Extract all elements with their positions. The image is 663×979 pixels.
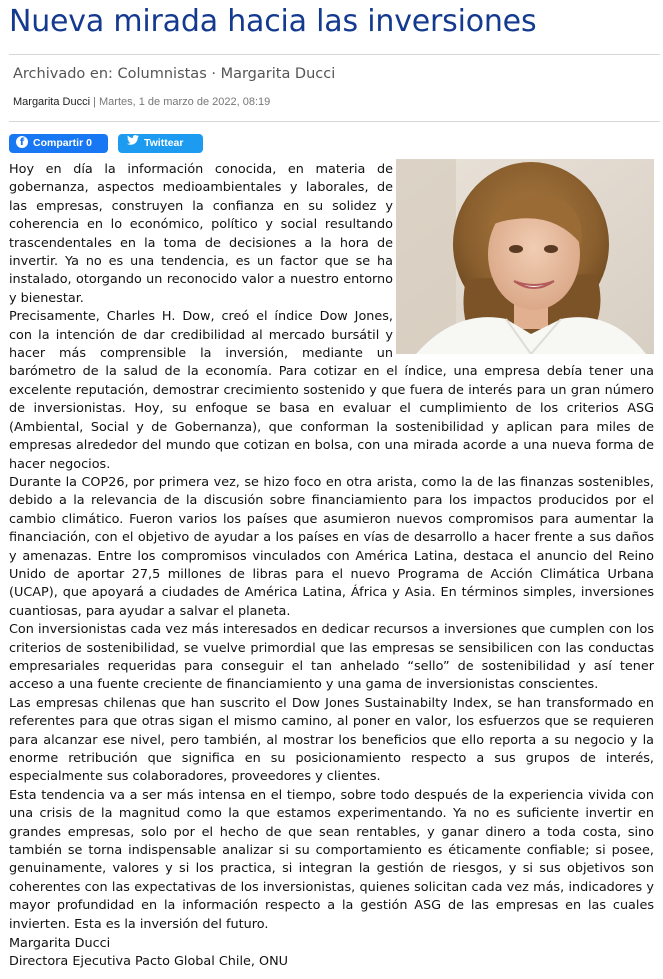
facebook-share-button[interactable]: [9, 134, 108, 153]
photo-space: [393, 161, 654, 361]
byline-date: Martes, 1 de marzo de 2022, 08:19: [99, 96, 271, 108]
signature: [9, 935, 288, 972]
article-title: Nueva mirada hacia las inversiones: [9, 4, 537, 39]
article-paragraph: Esta tendencia va a ser más intensa en el tiempo, sobre todo después de la experiencia vivida con una crisis de la magnitud como la que estamos experimentando. Ya no es suficiente invertir en grandes empresas, solo por el hecho de que sean rentables, y ganar dinero a toda costa, sino también se torna indispensable analizar si su comportamiento es éticamente confiable; si posee, genuinamente, valores y si los practica, si integran la gestión de riesgos, y si sus objetivos son coherentes con las expectativas de los inversionistas, quienes solicitan cada vez más, indicadores y mayor profundidad en la información respecto a la gestión ASG de las empresas en las cuales invierten. Esta es la inversión del futuro.: [9, 787, 654, 932]
article-paragraph: Durante la COP26, por primera vez, se hizo foco en otra arista, como la de las finanzas sostenibles, debido a la relevancia de la discusión sobre financiamiento para los impactos producidos por el cambio climático. Fueron varios los países que asumieron nuevos compromisos para aumentar la financiación, con el objetivo de ayudar a los países en vías de desarrollo a hacer frente a sus daños y amenazas. Entre los compromisos vinculados con América Latina, destaca el anuncio del Reino Unido de aportar 27,5 millones de libras para el nuevo Programa de Acción Climática Urbana (UCAP), que apoyará a ciudades de América Latina, África y Asia. En términos simples, inversiones cuantiosas, para ayudar a salvar el planeta.: [9, 474, 654, 619]
byline-author[interactable]: Margarita Ducci: [13, 96, 91, 108]
signature-role: Directora Ejecutiva Pacto Global Chile, ONU: [9, 954, 289, 970]
facebook-share-count: 0: [86, 137, 92, 149]
archived-in: Archivado en: Columnistas · Margarita Ducci: [13, 66, 336, 82]
byline-divider: [9, 121, 660, 122]
byline: [13, 95, 270, 109]
facebook-icon: f: [16, 136, 28, 148]
signature-name: Margarita Ducci: [9, 936, 111, 951]
title-divider: [9, 54, 660, 55]
article-paragraph: Hoy en día la información conocida, en materia de gobernanza, aspectos medioambientales y laborales, de las empresas, construyen la confianza en su solidez y coherencia en lo económico, político y social resultando trascendentales en la toma de decisiones a la hora de invertir. Ya no es una tendencia, es un factor que se ha instalado, otorgando un reconocido valor a nuestro entorno y bienestar.: [9, 162, 393, 306]
article-paragraph: Las empresas chilenas que han suscrito el Dow Jones Sustainabilty Index, se han transformado en referentes para que otras sigan el mismo camino, al poner en valor, los esfuerzos que se requieren para alcanzar ese nivel, pero también, al mostrar los beneficios que ello reporta a su negocio y la enorme retribución que significa en su posicionamiento respecto a sus grupos de interés, especialmente sus colaboradores, proveedores y clientes.: [9, 695, 654, 785]
facebook-share-label: Compartir: [33, 137, 84, 149]
article-body: [9, 161, 654, 934]
article-paragraph: Con inversionistas cada vez más interesados en dedicar recursos a inversiones que cumplen con los criterios de sostenibilidad, se vuelve primordial que las empresas se sensibilicen con las conductas empresariales requeridas para conseguir el tan anhelado “sello” de sostenibilidad y así tener acceso a una fuente creciente de financiamiento y una gama de inversionistas conscientes.: [9, 622, 654, 693]
twitter-share-button[interactable]: [118, 134, 203, 153]
twitter-icon: [127, 133, 139, 152]
twitter-share-label: Twittear: [144, 137, 184, 149]
byline-separator: |: [90, 96, 100, 108]
article-paragraph: Precisamente, Charles H. Dow, creó el índice Dow Jones, con la intención de dar credibilidad al mercado bursátil y hacer más comprensible la inversión, mediante un barómetro de la salud de la economía. Para cotizar en el índice, una empresa debía tener una excelente reputación, demostrar crecimiento sostenido y que fuera de interés para un gran número de inversionistas. Hoy, su enfoque se basa en evaluar el cumplimiento de los criterios ASG (Ambiental, Social y de Gobernanza), que conforman la sostenibilidad y aplican para miles de empresas alrededor del mundo que cotizan en bolsa, con una mirada acorde a una nueva forma de hacer negocios.: [9, 309, 654, 472]
